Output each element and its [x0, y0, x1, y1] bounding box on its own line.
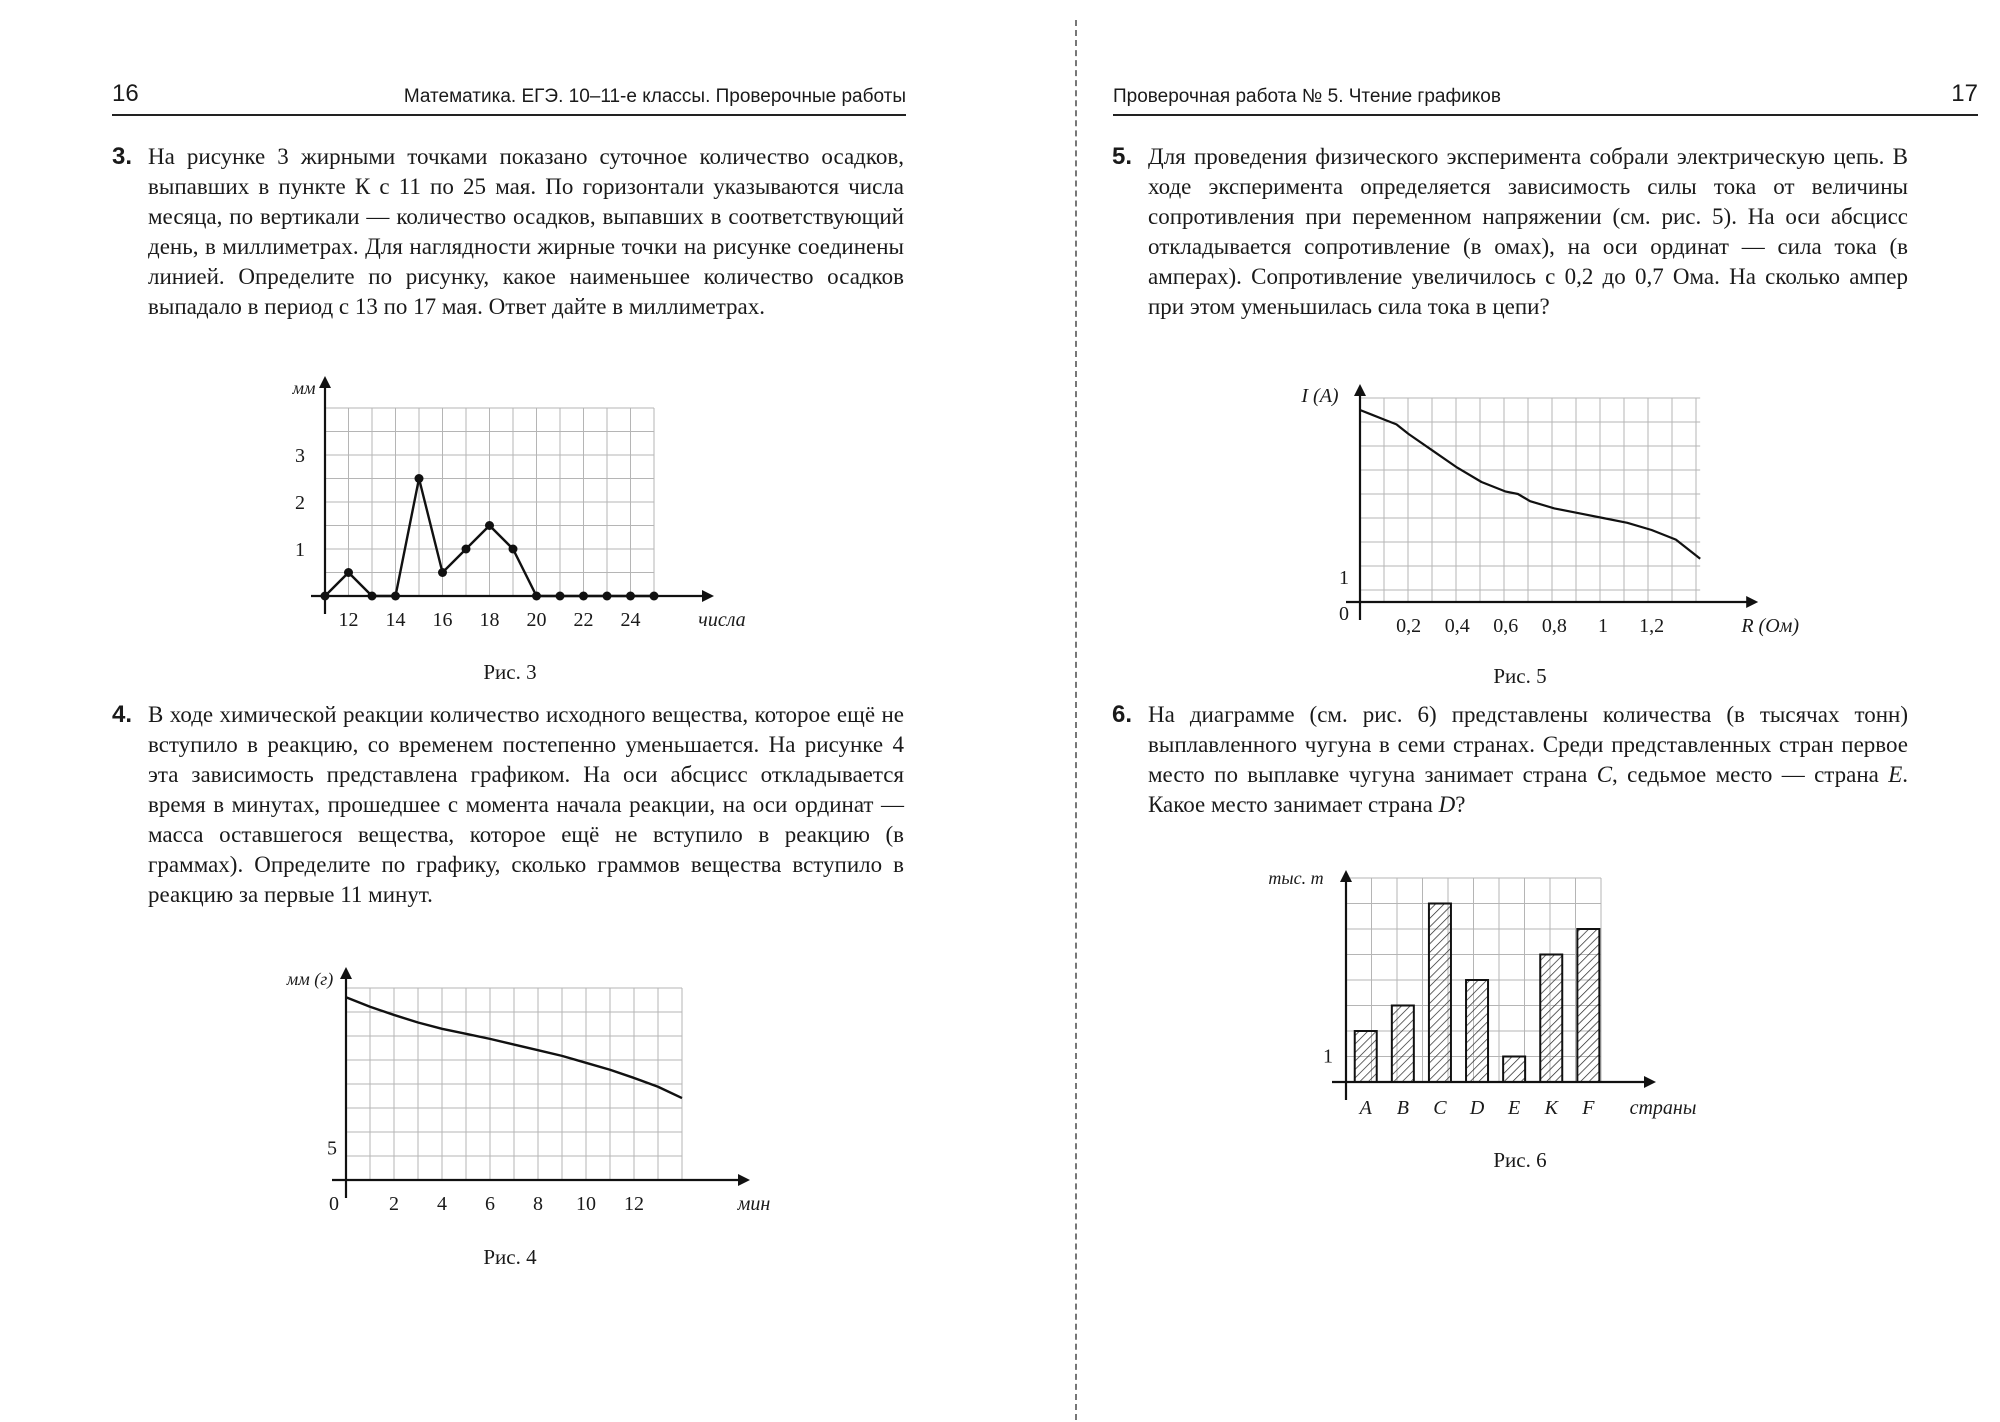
x-tick-label: 0	[329, 1193, 339, 1215]
running-title: Математика. ЕГЭ. 10–11-е классы. Проверочные работы	[403, 86, 906, 107]
x-axis-label: страны	[1629, 1097, 1697, 1119]
x-tick-label: 14	[385, 609, 406, 631]
figure-3-chart	[280, 366, 746, 631]
figure-5-chart	[1280, 372, 1840, 642]
x-tick-label: 20	[526, 609, 547, 631]
data-line	[1360, 410, 1700, 559]
right-page-header	[1113, 82, 1978, 116]
page-number: 16	[112, 80, 139, 107]
bar-B	[1392, 1006, 1414, 1083]
task-number: 5.	[1112, 143, 1133, 170]
task-6	[1112, 700, 1908, 820]
bar-F	[1577, 929, 1599, 1082]
data-point	[532, 592, 541, 601]
category-label: E	[1508, 1097, 1521, 1119]
y-axis-arrow	[1354, 384, 1366, 396]
task-5	[1112, 142, 1908, 322]
category-label: D	[1469, 1097, 1485, 1119]
task-4	[112, 700, 904, 910]
page-gutter	[1075, 20, 1077, 1420]
x-axis-arrow	[702, 590, 714, 602]
y-tick-label: 1	[1323, 1045, 1333, 1068]
x-tick-label: 0,6	[1493, 615, 1519, 637]
y-tick-label: 5	[327, 1137, 337, 1160]
y-tick-label: 3	[295, 445, 305, 467]
bar-E	[1503, 1057, 1525, 1083]
x-tick-label: 1	[1598, 615, 1608, 637]
x-axis-arrow	[738, 1174, 750, 1186]
figure-5-caption: Рис. 5	[1493, 664, 1547, 688]
x-tick-label: 22	[573, 609, 594, 631]
x-tick-label: 12	[338, 609, 359, 631]
x-tick-label: 0,8	[1541, 615, 1567, 637]
x-tick-label: 6	[485, 1193, 495, 1215]
data-point	[462, 545, 471, 554]
data-point	[626, 592, 635, 601]
x-tick-label: 10	[576, 1193, 596, 1215]
data-point	[321, 592, 330, 601]
y-axis-label: мм (г)	[286, 969, 334, 989]
data-point	[579, 592, 588, 601]
category-label: K	[1544, 1097, 1558, 1119]
task-text: На диаграмме (см. рис. 6) представлены количества (в тысячах тонн) выплавленного чугуна в семи странах. Среди представленных стран первое место по выплавке чугуна занимает страна C, седьмое место — страна E. Какое место занимает страна D?	[1148, 702, 1908, 817]
data-point	[603, 592, 612, 601]
data-point	[391, 592, 400, 601]
figure-4-chart	[270, 955, 771, 1225]
y-axis-arrow	[1340, 870, 1352, 882]
x-axis-arrow	[1746, 596, 1758, 608]
category-label: F	[1582, 1097, 1595, 1119]
task-text: Для проведения физического эксперимента собрали электрическую цепь. В ходе эксперимента определяется зависимость силы тока от величины сопротивления при переменном напряжении (см. рис. 5). На оси абсцисс откладывается сопротивление (в омах), на оси ординат — сила тока (в амперах). Сопротивление увеличилось с 0,2 до 0,7 Ома. На сколько ампеp при этом уменьшилась сила тока в цепи?	[1148, 144, 1908, 319]
y-axis-label: I (A)	[1301, 385, 1339, 407]
data-point	[438, 568, 447, 577]
bar-K	[1540, 955, 1562, 1083]
figure-3-caption: Рис. 3	[483, 660, 537, 684]
bar-D	[1466, 980, 1488, 1082]
category-label: A	[1359, 1097, 1372, 1119]
x-tick-label: 1,2	[1639, 615, 1665, 637]
y-axis-arrow	[340, 967, 352, 979]
y-axis-label: мм	[292, 378, 316, 398]
running-title: Проверочная работа № 5. Чтение графиков	[1113, 86, 1501, 107]
x-tick-label: 0,4	[1444, 615, 1470, 637]
bar-C	[1429, 904, 1451, 1083]
x-tick-label: 12	[624, 1193, 644, 1215]
data-point	[344, 568, 353, 577]
x-tick-label: 8	[533, 1193, 543, 1215]
x-axis-label: R (Ом)	[1741, 615, 1800, 637]
x-axis-arrow	[1644, 1076, 1656, 1088]
x-tick-label: 0,2	[1396, 615, 1422, 637]
x-axis-label: числа	[698, 609, 746, 631]
data-point	[509, 545, 518, 554]
figure-4-caption: Рис. 4	[483, 1245, 537, 1269]
y-tick-label: 1	[295, 539, 305, 561]
x-tick-label: 16	[432, 609, 453, 631]
x-tick-label: 18	[479, 609, 500, 631]
category-label: C	[1433, 1097, 1447, 1119]
x-axis-label: мин	[737, 1193, 771, 1215]
task-3	[112, 142, 904, 322]
task-number: 6.	[1112, 701, 1133, 728]
x-tick-label: 4	[437, 1193, 447, 1215]
task-text: В ходе химической реакции количество исходного вещества, которое ещё не вступило в реакцию, со временем постепенно уменьшается. На рисунке 4 эта зависимость представлена графиком. На оси абсцисс откладывается время в минутах, прошедшее с момента начала реакции, на оси ординат — масса оставшегося вещества, которое ещё не вступило в реакцию (в граммах). Определите по графику, сколько граммов вещества вступило в реакцию за первые 11 минут.	[148, 702, 904, 907]
y-tick-label: 2	[295, 492, 305, 514]
right-page	[1080, 0, 2000, 1422]
x-tick-label: 2	[389, 1193, 399, 1215]
figure-6-caption: Рис. 6	[1493, 1148, 1547, 1172]
y-axis-label: тыс. т	[1268, 868, 1324, 888]
task-text: На рисунке 3 жирными точками показано суточное количество осадков, выпавших в пункте К с 11 по 25 мая. По горизонтали указываются числа месяца, по вертикали — количество осадков, выпавших в соответствующий день, в миллиметрах. Для наглядности жирные точки на рисунке соединены линией. Определите по рисунку, какое наименьшее количество осадков выпадало в период с 13 по 17 мая. Ответ дайте в миллиметрах.	[148, 144, 904, 319]
y-tick-label: 1	[1339, 567, 1349, 589]
left-page-header	[112, 82, 906, 116]
category-label: B	[1396, 1097, 1409, 1119]
data-point	[485, 521, 494, 530]
task-number: 4.	[112, 701, 133, 728]
data-point	[368, 592, 377, 601]
data-point	[556, 592, 565, 601]
origin-label: 0	[1339, 603, 1349, 625]
bar-A	[1355, 1031, 1377, 1082]
data-point	[650, 592, 659, 601]
page-number: 17	[1951, 80, 1978, 107]
data-point	[415, 474, 424, 483]
figure-6-chart	[1250, 860, 1720, 1126]
task-number: 3.	[112, 143, 133, 170]
x-tick-label: 24	[620, 609, 641, 631]
y-axis-arrow	[319, 376, 331, 388]
